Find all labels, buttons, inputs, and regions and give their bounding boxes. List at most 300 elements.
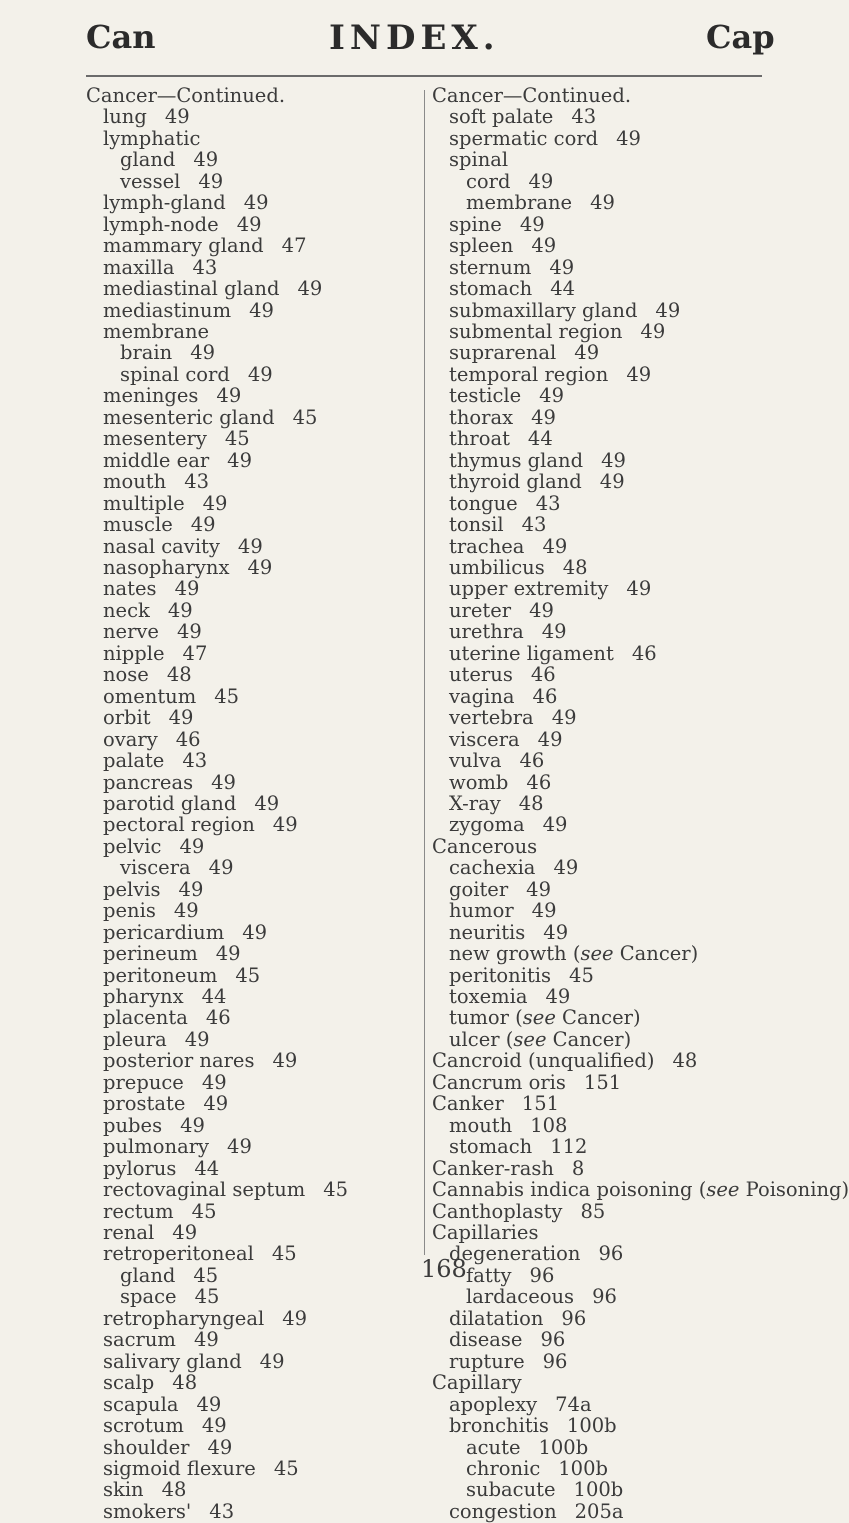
index-term: Cancer—Continued. xyxy=(86,84,286,107)
index-term: vertebra xyxy=(449,706,534,730)
see-reference: see xyxy=(522,1006,556,1030)
page-reference: 48 xyxy=(166,663,192,687)
index-entry xyxy=(432,1437,792,1458)
page-reference: 49 xyxy=(207,1435,233,1459)
index-entry xyxy=(432,1029,792,1050)
index-term: sacrum xyxy=(103,1328,176,1352)
index-entry xyxy=(432,1501,792,1522)
page-reference: 49 xyxy=(531,234,557,258)
index-entry xyxy=(432,793,792,814)
index-entry xyxy=(432,686,792,707)
index-term: tumor ( xyxy=(449,1006,523,1030)
index-entry xyxy=(432,1136,792,1157)
page-reference: 49 xyxy=(531,899,557,923)
index-term: nose xyxy=(103,663,149,687)
page-reference: 49 xyxy=(164,105,190,129)
index-entry xyxy=(86,428,421,449)
index-entry xyxy=(86,900,421,921)
index-term: uterine ligament xyxy=(449,641,614,665)
page-reference: 49 xyxy=(574,341,600,365)
page-reference: 45 xyxy=(323,1178,349,1202)
index-entry xyxy=(86,257,421,278)
see-target: Cancer) xyxy=(613,942,699,966)
page-reference: 49 xyxy=(172,1221,198,1245)
index-term: lymph-node xyxy=(103,212,219,236)
index-term: zygoma xyxy=(449,813,525,837)
index-entry xyxy=(86,300,421,321)
index-entry xyxy=(86,128,421,149)
index-term: bronchitis xyxy=(449,1414,549,1438)
page-reference: 48 xyxy=(161,1478,187,1502)
index-entry xyxy=(86,214,421,235)
index-entry xyxy=(86,450,421,471)
page-reference: 49 xyxy=(519,212,545,236)
index-entry xyxy=(432,557,792,578)
index-entry xyxy=(432,1329,792,1350)
index-term: spinal cord xyxy=(120,362,230,386)
index-term: disease xyxy=(449,1328,523,1352)
index-term: Capillaries xyxy=(432,1221,539,1245)
index-entry xyxy=(86,578,421,599)
index-entry xyxy=(432,600,792,621)
page-reference: 49 xyxy=(541,620,567,644)
index-entry xyxy=(432,1394,792,1415)
page-reference: 47 xyxy=(281,234,307,258)
page-reference: 49 xyxy=(551,706,577,730)
index-entry xyxy=(432,900,792,921)
index-term: parotid gland xyxy=(103,791,237,815)
index-term: neck xyxy=(103,598,150,622)
page-reference: 85 xyxy=(580,1199,606,1223)
index-term: posterior nares xyxy=(103,1049,255,1073)
index-term: space xyxy=(120,1285,177,1309)
page-reference: 49 xyxy=(626,577,652,601)
page-reference: 49 xyxy=(237,534,263,558)
index-term: Capillary xyxy=(432,1371,522,1395)
index-term: mesenteric gland xyxy=(103,405,275,429)
index-term: X-ray xyxy=(449,791,501,815)
index-term: tongue xyxy=(449,491,518,515)
index-term: muscle xyxy=(103,513,173,537)
see-reference: see xyxy=(706,1178,740,1202)
index-term: uterus xyxy=(449,663,513,687)
page-reference: 45 xyxy=(224,427,250,451)
index-entry xyxy=(432,1158,792,1179)
page-reference: 43 xyxy=(535,491,561,515)
index-term: nerve xyxy=(103,620,159,644)
index-entry xyxy=(86,278,421,299)
index-term: chronic xyxy=(466,1457,541,1480)
page-reference: 49 xyxy=(227,448,252,472)
index-term: nates xyxy=(103,577,157,601)
page-header xyxy=(0,0,801,80)
page-reference: 49 xyxy=(174,577,200,601)
index-entry xyxy=(86,1158,421,1179)
page-reference: 49 xyxy=(193,148,219,172)
index-term: stomach xyxy=(449,1135,533,1159)
index-entry xyxy=(86,1265,421,1286)
index-entry xyxy=(86,342,421,363)
page-reference: 49 xyxy=(249,298,274,322)
index-term: orbit xyxy=(103,706,151,730)
page-reference: 49 xyxy=(242,920,268,944)
page-reference: 49 xyxy=(215,942,241,966)
page-reference: 46 xyxy=(631,641,657,665)
index-term: viscera xyxy=(120,856,191,880)
page-reference: 45 xyxy=(292,405,318,429)
header-rule xyxy=(86,75,762,77)
index-term: sternum xyxy=(449,255,532,279)
page-reference: 46 xyxy=(526,770,552,794)
page-reference: 49 xyxy=(599,470,625,494)
see-reference: see xyxy=(513,1027,547,1051)
index-entry xyxy=(432,1222,792,1243)
index-entry xyxy=(432,1243,792,1264)
index-term: spinal xyxy=(449,148,509,172)
index-entry xyxy=(86,471,421,492)
index-term: soft palate xyxy=(449,105,554,129)
index-term: goiter xyxy=(449,877,509,901)
index-entry xyxy=(86,1072,421,1093)
index-term: viscera xyxy=(449,727,520,751)
index-entry xyxy=(432,1007,792,1028)
page-reference: 44 xyxy=(194,1156,220,1180)
index-term: lardaceous xyxy=(466,1285,575,1309)
page-reference: 49 xyxy=(528,169,554,193)
index-entry xyxy=(432,471,792,492)
index-entry xyxy=(86,407,421,428)
page-reference: 48 xyxy=(172,1371,198,1395)
page-reference: 45 xyxy=(194,1285,220,1309)
index-entry xyxy=(432,857,792,878)
index-entry xyxy=(86,1351,421,1372)
index-term: cachexia xyxy=(449,856,536,880)
index-entry xyxy=(86,321,421,342)
index-term: mouth xyxy=(449,1113,513,1137)
page-reference: 43 xyxy=(192,255,218,279)
index-term: congestion xyxy=(449,1499,557,1523)
page-reference: 96 xyxy=(542,1349,568,1373)
index-term: membrane xyxy=(103,319,210,343)
index-entry xyxy=(432,342,792,363)
page-reference: 49 xyxy=(543,920,569,944)
page-reference: 100b xyxy=(558,1457,608,1480)
index-entry xyxy=(432,321,792,342)
index-entry xyxy=(432,879,792,900)
index-entry xyxy=(432,621,792,642)
index-entry xyxy=(432,1201,792,1222)
page-reference: 49 xyxy=(531,405,556,429)
page-reference: 100b xyxy=(566,1414,617,1438)
index-term: Cannabis indica poisoning ( xyxy=(432,1178,707,1202)
index-term: Canthoplasty xyxy=(432,1199,563,1223)
index-term: rectovaginal septum xyxy=(103,1178,306,1202)
index-entry xyxy=(86,836,421,857)
page-reference: 100b xyxy=(573,1478,624,1502)
page-reference: 46 xyxy=(519,749,545,773)
index-term: peritoneum xyxy=(103,963,218,987)
page-reference: 43 xyxy=(571,105,597,129)
page-reference: 49 xyxy=(526,877,551,901)
index-entry xyxy=(86,600,421,621)
index-term: lymphatic xyxy=(103,126,201,150)
column-divider xyxy=(424,90,425,1255)
index-entry xyxy=(432,707,792,728)
index-entry xyxy=(432,1479,792,1500)
index-entry xyxy=(86,1029,421,1050)
index-entry xyxy=(86,1093,421,1114)
page-reference: 45 xyxy=(193,1263,219,1287)
index-term: gland xyxy=(120,148,176,172)
page-number: 168 xyxy=(421,1255,467,1283)
page-reference: 45 xyxy=(214,684,240,708)
page-reference: 49 xyxy=(601,448,626,472)
page-reference: 49 xyxy=(167,598,193,622)
index-entry xyxy=(432,965,792,986)
index-entry xyxy=(86,772,421,793)
index-entry xyxy=(86,986,421,1007)
index-entry xyxy=(86,814,421,835)
index-entry xyxy=(432,1286,792,1307)
page-reference: 44 xyxy=(201,985,227,1009)
index-term: nasal cavity xyxy=(103,534,220,558)
page-reference: 48 xyxy=(562,555,588,579)
index-term: vessel xyxy=(120,169,181,193)
index-term: penis xyxy=(103,899,156,923)
index-term: ovary xyxy=(103,727,158,751)
index-term: mouth xyxy=(103,470,167,494)
index-term: lung xyxy=(103,105,147,129)
index-term: vulva xyxy=(449,749,502,773)
index-term: Cancer—Continued. xyxy=(432,84,632,107)
page-reference: 49 xyxy=(208,856,234,880)
index-entry xyxy=(86,1201,421,1222)
index-term: Cancrum oris xyxy=(432,1070,566,1094)
page-reference: 49 xyxy=(198,169,224,193)
index-term: submaxillary gland xyxy=(449,298,638,322)
page-reference: 46 xyxy=(530,663,556,687)
page-reference: 49 xyxy=(201,1070,227,1094)
index-term: smokers' xyxy=(103,1499,192,1523)
index-entry xyxy=(432,214,792,235)
page-reference: 96 xyxy=(561,1306,587,1330)
page-reference: 47 xyxy=(182,641,208,665)
index-entry xyxy=(432,578,792,599)
page-reference: 49 xyxy=(539,384,564,408)
index-entry xyxy=(432,814,792,835)
page-reference: 49 xyxy=(655,298,681,322)
index-term: scalp xyxy=(103,1371,155,1395)
index-term: scrotum xyxy=(103,1414,184,1438)
index-entry xyxy=(86,1115,421,1136)
index-term: brain xyxy=(120,341,173,365)
index-term: suprarenal xyxy=(449,341,557,365)
page-reference: 96 xyxy=(529,1263,555,1287)
index-term: mediastinum xyxy=(103,298,232,322)
page-reference: 43 xyxy=(182,749,208,773)
page-reference: 49 xyxy=(272,813,298,837)
index-term: submental region xyxy=(449,319,623,343)
index-entry xyxy=(86,1222,421,1243)
page-reference: 49 xyxy=(272,1049,298,1073)
index-entry xyxy=(86,1501,421,1522)
index-entry xyxy=(86,514,421,535)
index-entry xyxy=(86,1007,421,1028)
index-term: Cancerous xyxy=(432,834,538,858)
index-term: thorax xyxy=(449,405,514,429)
header-title: INDEX. xyxy=(329,18,500,58)
index-term: lymph-gland xyxy=(103,191,226,215)
index-term: pylorus xyxy=(103,1156,177,1180)
see-target: Cancer) xyxy=(546,1027,632,1051)
index-term: degeneration xyxy=(449,1242,581,1266)
index-entry xyxy=(86,557,421,578)
index-entry xyxy=(86,1243,421,1264)
index-term: subacute xyxy=(466,1478,556,1502)
index-term: ureter xyxy=(449,598,512,622)
page-reference: 49 xyxy=(202,491,228,515)
page-reference: 49 xyxy=(529,598,554,622)
index-entry xyxy=(432,1265,792,1286)
index-entry xyxy=(432,772,792,793)
page-reference: 49 xyxy=(626,362,652,386)
page-reference: 49 xyxy=(545,985,571,1009)
index-term: Cancroid (unqualified) xyxy=(432,1049,655,1073)
page-reference: 49 xyxy=(173,899,199,923)
index-entry xyxy=(86,879,421,900)
index-entry xyxy=(432,493,792,514)
index-term: humor xyxy=(449,899,514,923)
index-term: cord xyxy=(466,169,511,193)
index-entry xyxy=(432,729,792,750)
index-term: retroperitoneal xyxy=(103,1242,254,1266)
page-reference: 49 xyxy=(216,384,242,408)
index-term: prostate xyxy=(103,1092,186,1116)
index-entry xyxy=(86,686,421,707)
index-entry xyxy=(432,1372,792,1393)
index-entry xyxy=(432,1458,792,1479)
index-entry xyxy=(432,106,792,127)
index-term: fatty xyxy=(466,1263,512,1287)
index-entry xyxy=(86,750,421,771)
index-entry xyxy=(432,643,792,664)
index-entry xyxy=(432,385,792,406)
index-entry xyxy=(86,1479,421,1500)
index-term: skin xyxy=(103,1478,144,1502)
page-reference: 46 xyxy=(205,1006,231,1030)
index-term: mesentery xyxy=(103,427,207,451)
page-reference: 151 xyxy=(583,1070,622,1094)
index-entry xyxy=(86,729,421,750)
index-term: prepuce xyxy=(103,1070,184,1094)
index-term: shoulder xyxy=(103,1435,190,1459)
index-entry xyxy=(432,85,792,106)
page-reference: 49 xyxy=(259,1349,285,1373)
page-reference: 49 xyxy=(190,341,216,365)
page-reference: 96 xyxy=(540,1328,566,1352)
index-term: tonsil xyxy=(449,513,504,537)
index-entry xyxy=(432,1308,792,1329)
index-term: acute xyxy=(466,1435,521,1459)
index-term: omentum xyxy=(103,684,197,708)
index-term: new growth ( xyxy=(449,942,581,966)
page-reference: 96 xyxy=(592,1285,617,1309)
index-term: perineum xyxy=(103,942,198,966)
index-entry xyxy=(432,300,792,321)
page-reference: 49 xyxy=(211,770,236,794)
see-reference: see xyxy=(580,942,614,966)
page-reference: 49 xyxy=(227,1135,252,1159)
index-entry xyxy=(432,428,792,449)
index-term: urethra xyxy=(449,620,524,644)
index-term: pectoral region xyxy=(103,813,255,837)
index-entry xyxy=(86,1308,421,1329)
index-entry xyxy=(432,986,792,1007)
page-reference: 49 xyxy=(282,1306,308,1330)
page-reference: 49 xyxy=(247,362,273,386)
page-reference: 49 xyxy=(178,877,204,901)
index-entry xyxy=(432,1072,792,1093)
index-term: thyroid gland xyxy=(449,470,582,494)
page-reference: 49 xyxy=(196,1392,222,1416)
index-entry xyxy=(432,171,792,192)
index-entry xyxy=(86,364,421,385)
index-entry xyxy=(432,514,792,535)
index-term: scapula xyxy=(103,1392,179,1416)
index-term: renal xyxy=(103,1221,155,1245)
index-entry xyxy=(432,1115,792,1136)
index-entry xyxy=(86,922,421,943)
index-entry xyxy=(86,235,421,256)
page-reference: 43 xyxy=(184,470,210,494)
page-reference: 49 xyxy=(184,1027,210,1051)
index-entry xyxy=(86,965,421,986)
header-first-term: Can xyxy=(86,18,156,56)
index-term: retropharyngeal xyxy=(103,1306,265,1330)
index-term: meninges xyxy=(103,384,199,408)
page-reference: 74a xyxy=(555,1392,592,1416)
index-term: thymus gland xyxy=(449,448,584,472)
see-target: Cancer) xyxy=(555,1006,641,1030)
index-entry xyxy=(86,85,421,106)
page-reference: 49 xyxy=(201,1414,227,1438)
index-entry xyxy=(432,235,792,256)
index-entry xyxy=(432,364,792,385)
index-term: peritonitis xyxy=(449,963,552,987)
index-term: stomach xyxy=(449,277,533,301)
index-term: umbilicus xyxy=(449,555,545,579)
index-term: spleen xyxy=(449,234,514,258)
index-term: womb xyxy=(449,770,509,794)
page-reference: 49 xyxy=(179,834,205,858)
page-reference: 49 xyxy=(190,513,216,537)
index-entry xyxy=(432,149,792,170)
index-entry xyxy=(86,536,421,557)
index-term: apoplexy xyxy=(449,1392,538,1416)
index-entry xyxy=(432,1050,792,1071)
index-entry xyxy=(86,1286,421,1307)
index-term: pelvic xyxy=(103,834,162,858)
index-term: middle ear xyxy=(103,448,210,472)
index-term: pubes xyxy=(103,1113,163,1137)
index-entry xyxy=(86,106,421,127)
page-reference: 45 xyxy=(235,963,261,987)
index-term: rectum xyxy=(103,1199,174,1223)
left-index-column xyxy=(86,85,421,1522)
index-entry xyxy=(432,1415,792,1436)
index-term: pericardium xyxy=(103,920,225,944)
page-reference: 49 xyxy=(542,534,568,558)
